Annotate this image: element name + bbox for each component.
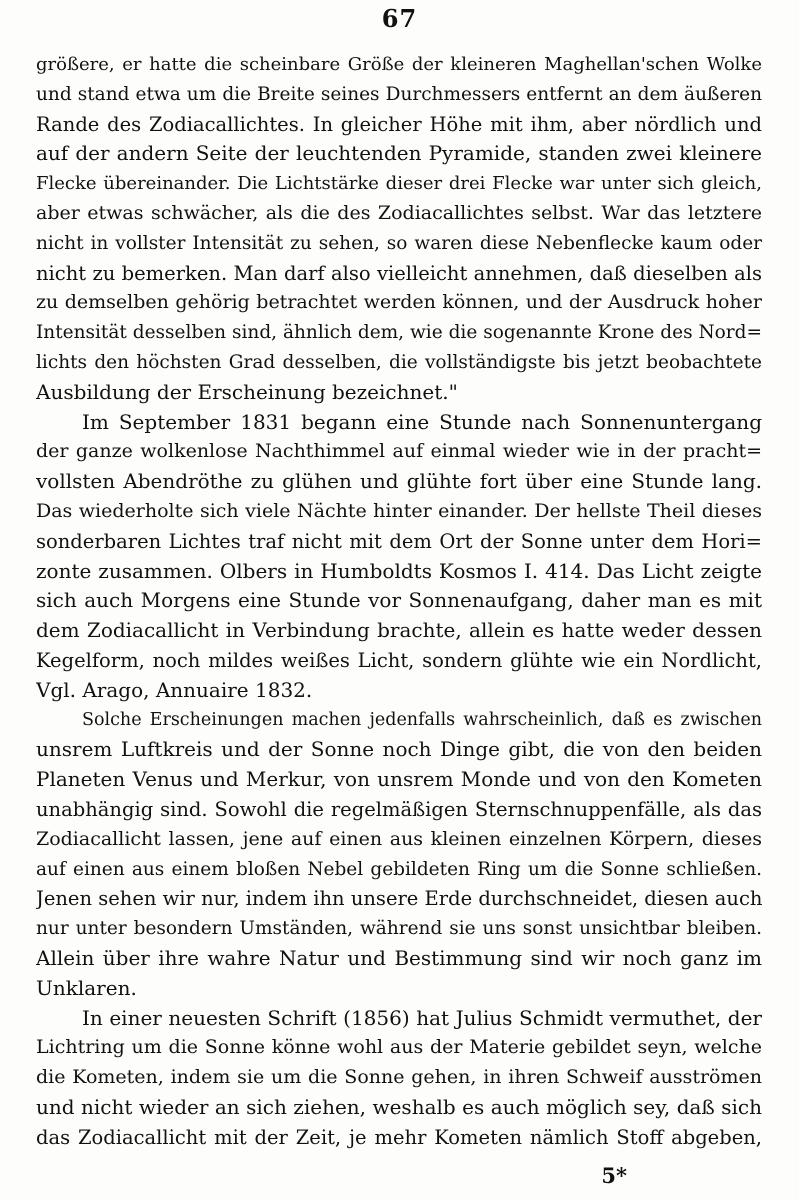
text-line: und nicht wieder an sich ziehen, weshalb es auch möglich sey, daß sich [36,1094,762,1119]
text-line: Lichtring um die Sonne könne wohl aus der Materie gebildet seyn, welche [36,1036,762,1059]
text-line: aber etwas schwächer, als die des Zodiacallichtes selbst. War das letztere [36,201,762,224]
text-line: Intensität desselben sind, ähnlich dem, wie die sogenannte Krone des Nord= [36,322,762,344]
text-line: Im September 1831 begann eine Stunde nach Sonnenuntergang [82,409,762,434]
text-line: der ganze wolkenlose Nachthimmel auf einmal wieder wie in der pracht= [36,440,762,463]
text-line: Jenen sehen wir nur, indem ihn unsere Erde durchschneidet, diesen auch [36,887,762,911]
text-line: nicht in vollster Intensität zu sehen, so waren diese Nebenflecke kaum oder [36,232,762,254]
text-line: zonte zusammen. Olbers in Humboldts Kosmos I. 414. Das Licht zeigte [36,558,762,583]
page-number: 67 [381,4,418,33]
text-line: nicht zu bemerken. Man darf also vielleicht annehmen, daß dieselben als [36,261,762,285]
text-line: Vgl. Arago, Annuaire 1832. [36,677,313,702]
text-line: Ausbildung der Erscheinung bezeichnet." [36,379,458,404]
text-line: Rande des Zodiacallichtes. In gleicher Höhe mit ihm, aber nördlich und [36,112,762,136]
text-line: Das wiederholte sich viele Nächte hinter einander. Der hellste Theil dieses [36,499,762,522]
text-line: auf einen aus einem bloßen Nebel gebildeten Ring um die Sonne schließen. [36,858,762,880]
paragraph [36,1004,762,1153]
text-line: unabhängig sind. Sowohl die regelmäßigen Sternschnuppenfälle, als das [36,797,762,821]
paragraph [36,706,762,1004]
text-line: Zodiacallicht lassen, jene auf einen aus kleinen einzelnen Körpern, dieses [36,827,762,850]
text-line: sich auch Morgens eine Stunde vor Sonnenaufgang, daher man es mit [36,588,762,613]
text-line: größere, er hatte die scheinbare Größe der kleineren Maghellan'schen Wolke [36,54,762,75]
body-text [36,50,762,1152]
text-line: die Kometen, indem sie um die Sonne gehen, in ihren Schweif ausströmen [36,1066,762,1089]
text-line: Allein über ihre wahre Natur und Bestimmung sind wir noch ganz im [36,945,762,970]
text-line: zu demselben gehörig betrachtet werden können, und der Ausdruck hoher [36,291,762,314]
text-line: In einer neuesten Schrift (1856) hat Julius Schmidt vermuthet, der [82,1005,762,1030]
paragraph [36,408,762,706]
text-line: nur unter besondern Umständen, während sie uns sonst unsichtbar bleiben. [36,918,762,940]
text-line: sonderbaren Lichtes traf nicht mit dem Ort der Sonne unter dem Hori= [36,529,762,553]
text-line: und stand etwa um die Breite seines Durchmessers entfernt an dem äußeren [36,83,762,105]
text-line: dem Zodiacallicht in Verbindung brachte, allein es hatte weder dessen [36,618,762,643]
paragraph [36,50,762,408]
text-line: lichts den höchsten Grad desselben, die vollständigste bis jetzt beobachtete [36,351,762,373]
text-line: Flecke übereinander. Die Lichtstärke dieser drei Flecke war unter sich gleich, [36,173,762,195]
text-line: Solche Erscheinungen machen jedenfalls wahrscheinlich, daß es zwischen [82,709,762,730]
text-line: vollsten Abendröthe zu glühen und glühte fort über eine Stunde lang. [36,469,762,494]
text-line: Unklaren. [36,975,137,1000]
text-line: Kegelform, noch mildes weißes Licht, sondern glühte wie ein Nordlicht, [36,648,762,672]
text-line: das Zodiacallicht mit der Zeit, je mehr Kometen nämlich Stoff abgeben, [36,1125,762,1149]
text-line: unsrem Luftkreis und der Sonne noch Dinge gibt, die von den beiden [36,737,762,762]
text-line: auf der andern Seite der leuchtenden Pyramide, standen zwei kleinere [36,141,762,166]
text-line: Planeten Venus und Merkur, von unsrem Monde und von den Kometen [36,767,762,792]
printer-signature-mark: 5* [601,1163,627,1188]
